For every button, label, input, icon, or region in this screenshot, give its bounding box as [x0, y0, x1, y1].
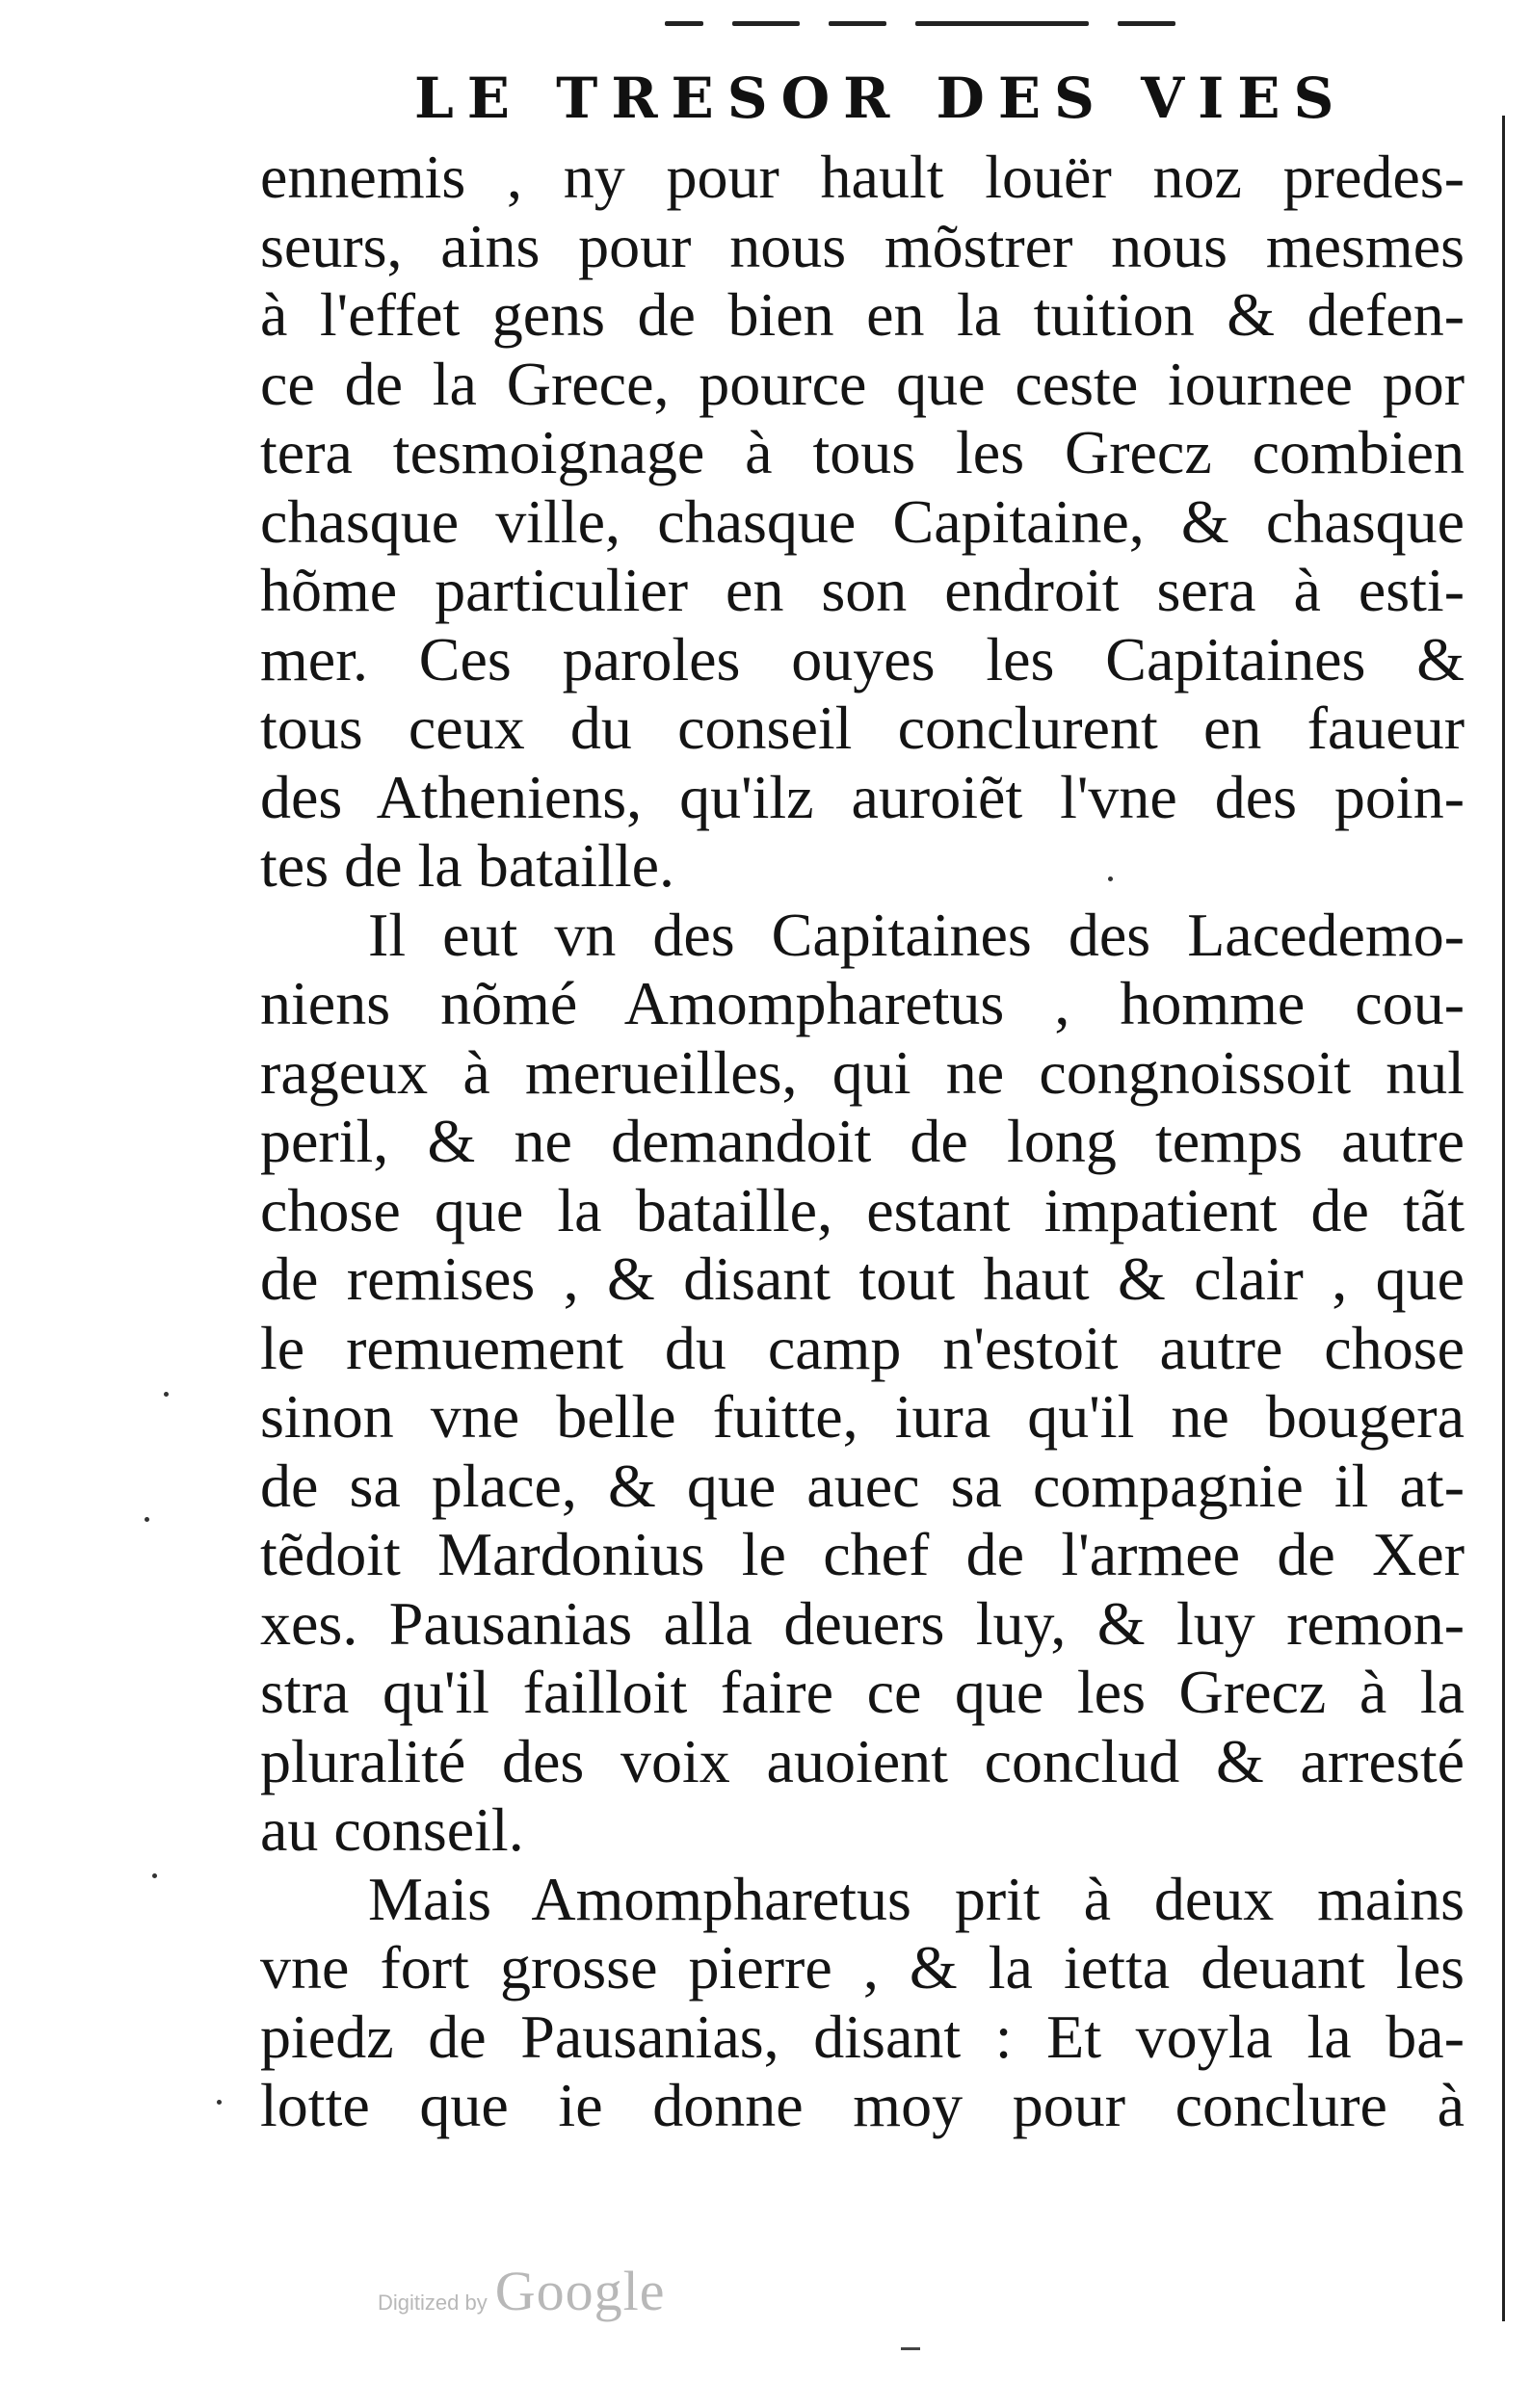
text-line: lotte que ie donne moy pour conclure à	[260, 2071, 1465, 2139]
text-line: xes. Pausanias alla deuers luy, & luy remon-	[260, 1588, 1465, 1658]
text-line: à l'effet gens de bien en la tuition & defen-	[260, 280, 1465, 349]
text-line: sinon vne belle fuitte, iura qu'il ne bougera	[260, 1382, 1465, 1451]
page-edge-rule	[1502, 116, 1505, 2321]
text-line: tera tesmoignage à tous les Grecz combien	[260, 418, 1465, 486]
text-line: ennemis , ny pour hault louër noz predes-	[260, 143, 1465, 211]
text-line: ce de la Grece, pource que ceste iournee por	[260, 349, 1465, 418]
text-line: rageux à merueilles, qui ne congnoissoit nul	[260, 1037, 1465, 1107]
text-line: seurs, ains pour nous mõstrer nous mesmes	[260, 211, 1465, 280]
text-line: tẽdoit Mardonius le chef de l'armee de Xer	[260, 1520, 1465, 1588]
text-line: chose que la bataille, estant impatient de tãt	[260, 1175, 1465, 1244]
scan-speck	[164, 1392, 169, 1397]
body-text	[260, 143, 1465, 2140]
text-line: vne fort grosse pierre , & la ietta deuant les	[260, 1933, 1465, 2002]
text-line: piedz de Pausanias, disant : Et voyla la ba-	[260, 2002, 1465, 2071]
text-line: stra qu'il failloit faire ce que les Grecz à la	[260, 1658, 1465, 1726]
scan-speck	[152, 1873, 157, 1878]
scan-speck	[1108, 877, 1113, 881]
scan-speck	[145, 1517, 149, 1522]
text-line: au conseil.	[260, 1795, 524, 1864]
scan-speck	[217, 2100, 222, 2105]
top-edge-marks	[665, 21, 1339, 33]
text-line: Il eut vn des Capitaines des Lacedemo-	[368, 900, 1465, 969]
text-line: Mais Amompharetus prit à deux mains	[368, 1864, 1465, 1933]
text-line: hõme particulier en son endroit sera à esti-	[260, 556, 1465, 624]
text-line: de remises , & disant tout haut & clair , que	[260, 1244, 1465, 1313]
text-line: de sa place, & que auec sa compagnie il at-	[260, 1451, 1465, 1520]
text-line: chasque ville, chasque Capitaine, & chasque	[260, 486, 1465, 556]
text-line: des Atheniens, qu'ilz auroiẽt l'vne des poin-	[260, 762, 1465, 831]
text-line: mer. Ces paroles ouyes les Capitaines &	[260, 624, 1465, 694]
google-logo: Google	[494, 2260, 666, 2322]
digitized-watermark	[378, 2259, 665, 2323]
text-line: tes de la bataille.	[260, 831, 675, 900]
text-line: peril, & ne demandoit de long temps autre	[260, 1107, 1465, 1175]
digitized-prefix: Digitized by	[378, 2290, 488, 2315]
text-line: tous ceux du conseil conclurent en faueur	[260, 694, 1465, 762]
bottom-mark	[901, 2347, 920, 2350]
text-line: le remuement du camp n'estoit autre chose	[260, 1313, 1465, 1382]
running-title: LE TRESOR DES VIES	[414, 65, 1348, 131]
text-line: pluralité des voix auoient conclud & arresté	[260, 1726, 1465, 1795]
text-line: niens nõmé Amompharetus , homme cou-	[260, 969, 1465, 1037]
